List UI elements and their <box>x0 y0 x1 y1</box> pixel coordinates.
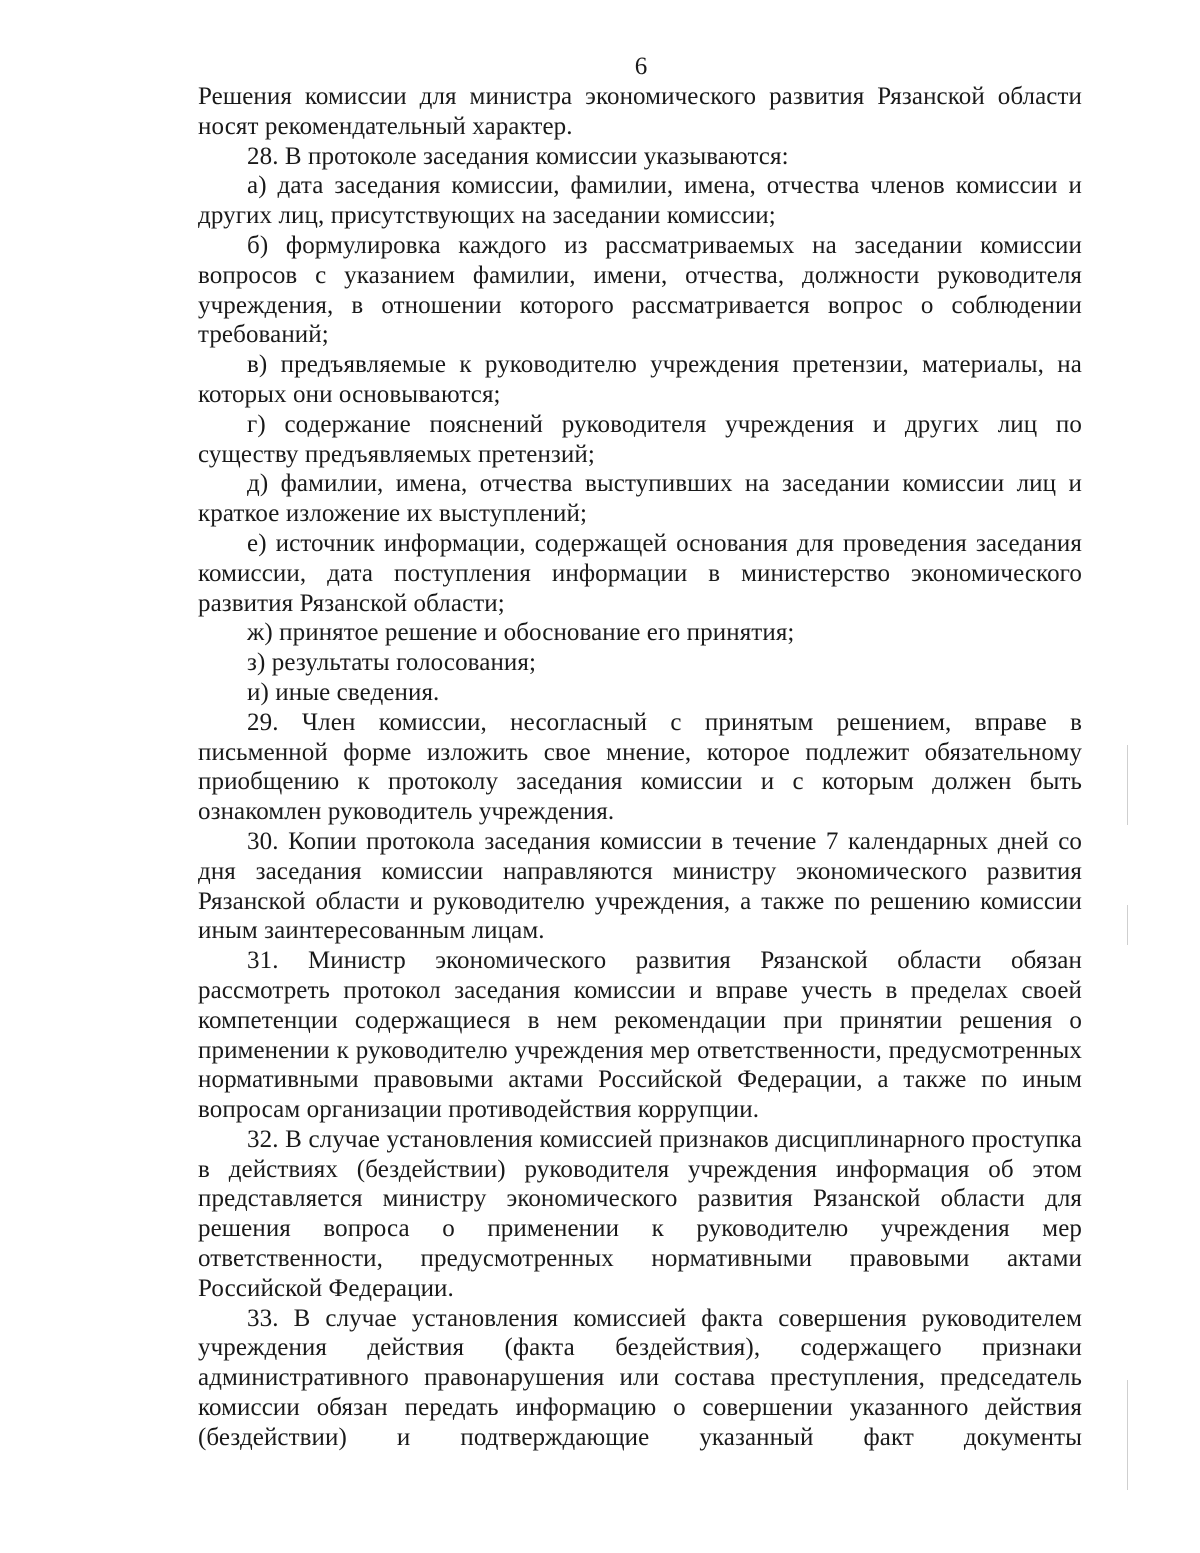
paragraph-continuation: Решения комиссии для министра экономического развития Рязанской области носят рекомендательный характер. <box>198 83 1082 140</box>
paragraph-item-31: 31. Министр экономического развития Рязанской области обязан рассмотреть протокол заседания комиссии и вправе учесть в пределах своей компетенции содержащиеся в нем рекомендации при принятии решения о применении к руководителю учреждения мер ответственности, предусмотренных нормативными правовыми актами Российской Федерации, а также по иным вопросам организации противодействия коррупции. <box>198 947 1082 1124</box>
paragraph-item-29: 29. Член комиссии, несогласный с принятым решением, вправе в письменной форме изложить свое мнение, которое подлежит обязательному приобщению к протоколу заседания комиссии и с которым должен быть ознакомлен руководитель учреждения. <box>198 708 1082 826</box>
paragraph-item-28v: в) предъявляемые к руководителю учреждения претензии, материалы, на которых они основываются; <box>198 351 1082 408</box>
paragraph-item-28z: з) результаты голосования; <box>247 649 537 677</box>
paragraph-item-30: 30. Копии протокола заседания комиссии в течение 7 календарных дней со дня заседания комиссии направляются министру экономического развития Рязанской области и руководителю учреждения, а также по решению комиссии иным заинтересованным лицам. <box>198 827 1082 945</box>
scan-edge-line <box>1127 905 1128 945</box>
paragraph-item-28i: и) иные сведения. <box>247 678 440 706</box>
scan-edge-line <box>1127 1380 1128 1490</box>
paragraph-item-28a: а) дата заседания комиссии, фамилии, имена, отчества членов комиссии и других лиц, присутствующих на заседании комиссии; <box>198 172 1082 230</box>
paragraph-item-28zh: ж) принятое решение и обоснование его принятия; <box>247 619 795 647</box>
paragraph-item-28: 28. В протоколе заседания комиссии указываются: <box>247 142 789 170</box>
paragraph-item-28b: б) формулировка каждого из рассматриваемых на заседании комиссии вопросов с указанием фамилии, имени, отчества, должности руководителя учреждения, в отношении которого рассматривается вопрос о соблюдении требований; <box>198 231 1082 349</box>
scan-edge-line <box>1127 745 1128 825</box>
page-number: 6 <box>634 53 648 80</box>
paragraph-item-28d: д) фамилии, имена, отчества выступивших на заседании комиссии лиц и краткое изложение их выступлений; <box>198 470 1082 528</box>
paragraph-item-28e: е) источник информации, содержащей основания для проведения заседания комиссии, дата поступления информации в министерство экономического развития Рязанской области; <box>198 529 1082 617</box>
paragraph-item-33: 33. В случае установления комиссией факта совершения руководителем учреждения действия (факта бездействия), содержащего признаки административного правонарушения или состава преступления, председатель комиссии обязан передать информацию о совершении указанного действия (бездействии) и подтверждающие указанный факт документы <box>198 1304 1082 1451</box>
paragraph-item-32: 32. В случае установления комиссией признаков дисциплинарного проступка в действиях (бездействии) руководителя учреждения информация об этом представляется министру экономического развития Рязанской области для решения вопроса о применении к руководителю учреждения мер ответственности, предусмотренных нормативными правовыми актами Российской Федерации. <box>198 1125 1082 1302</box>
paragraph-item-28g: г) содержание пояснений руководителя учреждения и других лиц по существу предъявляемых претензий; <box>198 410 1082 468</box>
document-body <box>198 82 1082 1453</box>
